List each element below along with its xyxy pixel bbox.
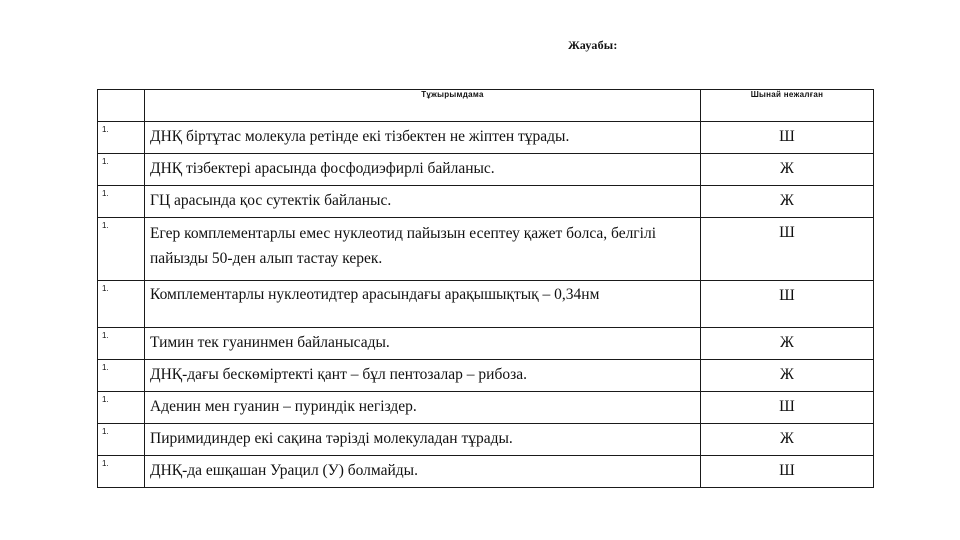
table-row	[98, 122, 874, 154]
row-number: 1.	[98, 328, 145, 360]
row-answer: Ш	[701, 456, 874, 488]
row-answer: Ж	[701, 154, 874, 186]
table-row	[98, 281, 874, 328]
row-statement: Аденин мен гуанин – пуриндік негіздер.	[145, 392, 701, 424]
table-row	[98, 392, 874, 424]
table-row	[98, 424, 874, 456]
row-statement: Егер комплементарлы емес нуклеотид пайызын есептеу қажет болса, белгілі пайызды 50-ден алып тастау керек.	[145, 218, 701, 281]
row-answer: Ш	[701, 122, 874, 154]
row-statement: Пиримидиндер екі сақина тәрізді молекуладан тұрады.	[145, 424, 701, 456]
row-number: 1.	[98, 456, 145, 488]
row-statement: ДНҚ-да ешқашан Урацил (У) болмайды.	[145, 456, 701, 488]
row-number: 1.	[98, 424, 145, 456]
row-answer: Ш	[701, 281, 874, 328]
table-row	[98, 186, 874, 218]
row-answer: Ж	[701, 424, 874, 456]
row-number: 1.	[98, 154, 145, 186]
table-row	[98, 328, 874, 360]
row-statement: ДНҚ тізбектері арасында фосфодиэфирлі байланыс.	[145, 154, 701, 186]
row-number: 1.	[98, 218, 145, 281]
row-answer: Ш	[701, 218, 874, 281]
table-row	[98, 456, 874, 488]
row-answer: Ж	[701, 360, 874, 392]
row-answer: Ж	[701, 186, 874, 218]
row-number: 1.	[98, 186, 145, 218]
row-answer: Ш	[701, 392, 874, 424]
answers-table	[97, 89, 874, 488]
table-row	[98, 218, 874, 281]
row-statement: Комплементарлы нуклеотидтер арасындағы арақышықтық – 0,34нм	[145, 281, 701, 328]
table-row	[98, 154, 874, 186]
header-answer: Шынай нежалған	[701, 90, 874, 122]
row-number: 1.	[98, 392, 145, 424]
header-statement: Тұжырымдама	[145, 90, 701, 122]
row-answer: Ж	[701, 328, 874, 360]
header-number	[98, 90, 145, 122]
table-row	[98, 360, 874, 392]
row-number: 1.	[98, 122, 145, 154]
row-statement: ДНҚ біртұтас молекула ретінде екі тізбектен не жіптен тұрады.	[145, 122, 701, 154]
page-title: Жауабы:	[568, 38, 618, 52]
row-number: 1.	[98, 360, 145, 392]
row-statement: ДНҚ-дағы бескөміртекті қант – бұл пентозалар – рибоза.	[145, 360, 701, 392]
table-header-row	[98, 90, 874, 122]
row-statement: ГЦ арасында қос сутектік байланыс.	[145, 186, 701, 218]
row-statement: Тимин тек гуанинмен байланысады.	[145, 328, 701, 360]
row-number: 1.	[98, 281, 145, 328]
